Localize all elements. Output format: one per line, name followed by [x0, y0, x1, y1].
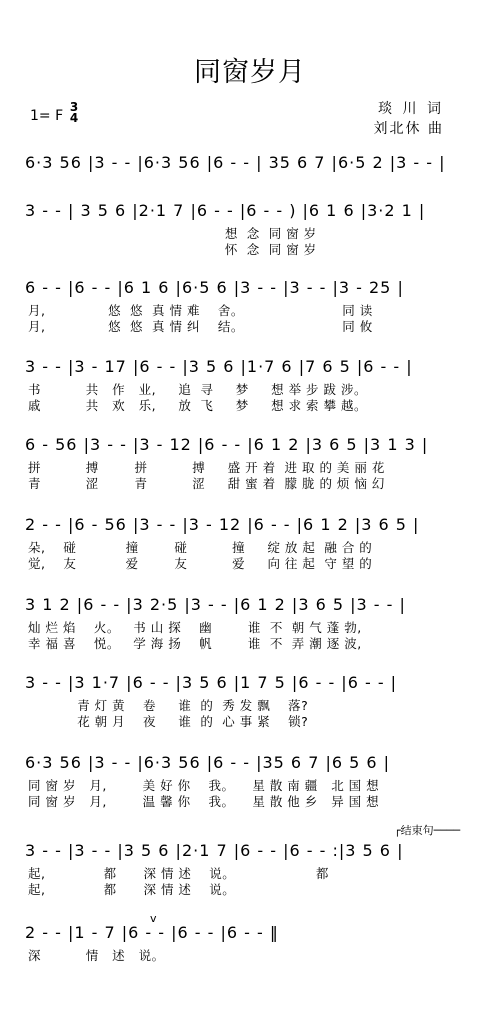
- notation-line: 2 - - |1 - 7 |6 - - |6 - - |6 - - ‖: [25, 923, 279, 942]
- time-signature-top: 3: [69, 100, 79, 114]
- lyric-line-1: 起, 都 深 情 述 说。 都: [28, 866, 329, 881]
- lyric-line-2: 同 窗 岁 月, 温 馨 你 我。 星 散 他 乡 异 国 想: [28, 794, 380, 809]
- notation-line: 3 1 2 |6 - - |3 2·5 |3 - - |6 1 2 |3 6 5 |3 - - |: [25, 595, 406, 614]
- notation-line: 3 - - |3 - - |3 5 6 |2·1 7 |6 - - |6 - - :|3 5 6 |: [25, 841, 404, 860]
- lyric-line-1: 拼 搏 拼 搏 盛 开 着 进 取 的 美 丽 花: [28, 460, 385, 475]
- breath-mark: v: [150, 912, 157, 925]
- key-signature: 1= F: [30, 108, 64, 124]
- notation-line: 3 - - | 3 5 6 |2·1 7 |6 - - |6 - - ) |6 1 6 |3·2 1 |: [25, 201, 426, 220]
- lyric-line-1: 月, 悠 悠 真 情 难 舍。 同 读: [28, 303, 373, 318]
- lyric-line-2: 月, 悠 悠 真 情 纠 结。 同 攸: [28, 319, 373, 334]
- lyric-line-1: 灿 烂 焰 火。 书 山 探 幽 谁 不 朝 气 蓬 勃,: [28, 620, 362, 635]
- lyric-line-1: 深 情 述 说。: [28, 948, 165, 963]
- lyric-line-1: 青 灯 黄 卷 谁 的 秀 发 飘 落?: [28, 698, 309, 713]
- lyricist-credit: 琰 川 词: [378, 101, 444, 117]
- lyric-line-2: 起, 都 深 情 述 说。: [28, 882, 236, 897]
- lyric-line-2: 幸 福 喜 悦。 学 海 扬 帆 谁 不 弄 潮 逐 波,: [28, 636, 362, 651]
- lyric-line-1: 想 念 同 窗 岁: [28, 226, 317, 241]
- notation-line: 6·3 56 |3 - - |6·3 56 |6 - - | 35 6 7 |6·5 2 |3 - - |: [25, 153, 446, 172]
- notation-line: 2 - - |6 - 56 |3 - - |3 - 12 |6 - - |6 1 2 |3 6 5 |: [25, 515, 420, 534]
- notation-line: 3 - - |3 1·7 |6 - - |3 5 6 |1 7 5 |6 - - |6 - - |: [25, 673, 398, 692]
- lyric-line-1: 同 窗 岁 月, 美 好 你 我。 星 散 南 疆 北 国 想: [28, 778, 380, 793]
- composer-credit: 刘北休 曲: [373, 121, 444, 137]
- lyric-line-2: 青 涩 青 涩 甜 蜜 着 朦 胧 的 烦 恼 幻: [28, 476, 385, 491]
- notation-line: 3 - - |3 - 17 |6 - - |3 5 6 |1·7 6 |7 6 5 |6 - - |: [25, 357, 413, 376]
- lyric-line-2: 戚 共 欢 乐, 放 飞 梦 想 求 索 攀 越。: [28, 398, 367, 413]
- notation-line: 6·3 56 |3 - - |6·3 56 |6 - - |35 6 7 |6 5 6 |: [25, 753, 391, 772]
- time-signature-bottom: 4: [69, 111, 79, 125]
- lyric-line-1: 书 共 作 业, 追 寻 梦 想 举 步 跋 涉。: [28, 382, 367, 397]
- ending-marker: ┌结束句────: [394, 824, 461, 837]
- lyric-line-1: 朵, 碰 撞 碰 撞 绽 放 起 融 合 的: [28, 540, 373, 555]
- notation-line: 6 - - |6 - - |6 1 6 |6·5 6 |3 - - |3 - - |3 - 25 |: [25, 278, 404, 297]
- ending-label: 结束句: [400, 824, 434, 837]
- notation-line: 6 - 56 |3 - - |3 - 12 |6 - - |6 1 2 |3 6 5 |3 1 3 |: [25, 435, 429, 454]
- lyric-line-2: 觉, 友 爱 友 爱 向 往 起 守 望 的: [28, 556, 373, 571]
- time-signature: [68, 102, 80, 124]
- lyric-line-2: 花 朝 月 夜 谁 的 心 事 紧 锁?: [28, 714, 309, 729]
- song-title: 同窗岁月: [194, 57, 306, 88]
- lyric-line-2: 怀 念 同 窗 岁: [28, 242, 317, 257]
